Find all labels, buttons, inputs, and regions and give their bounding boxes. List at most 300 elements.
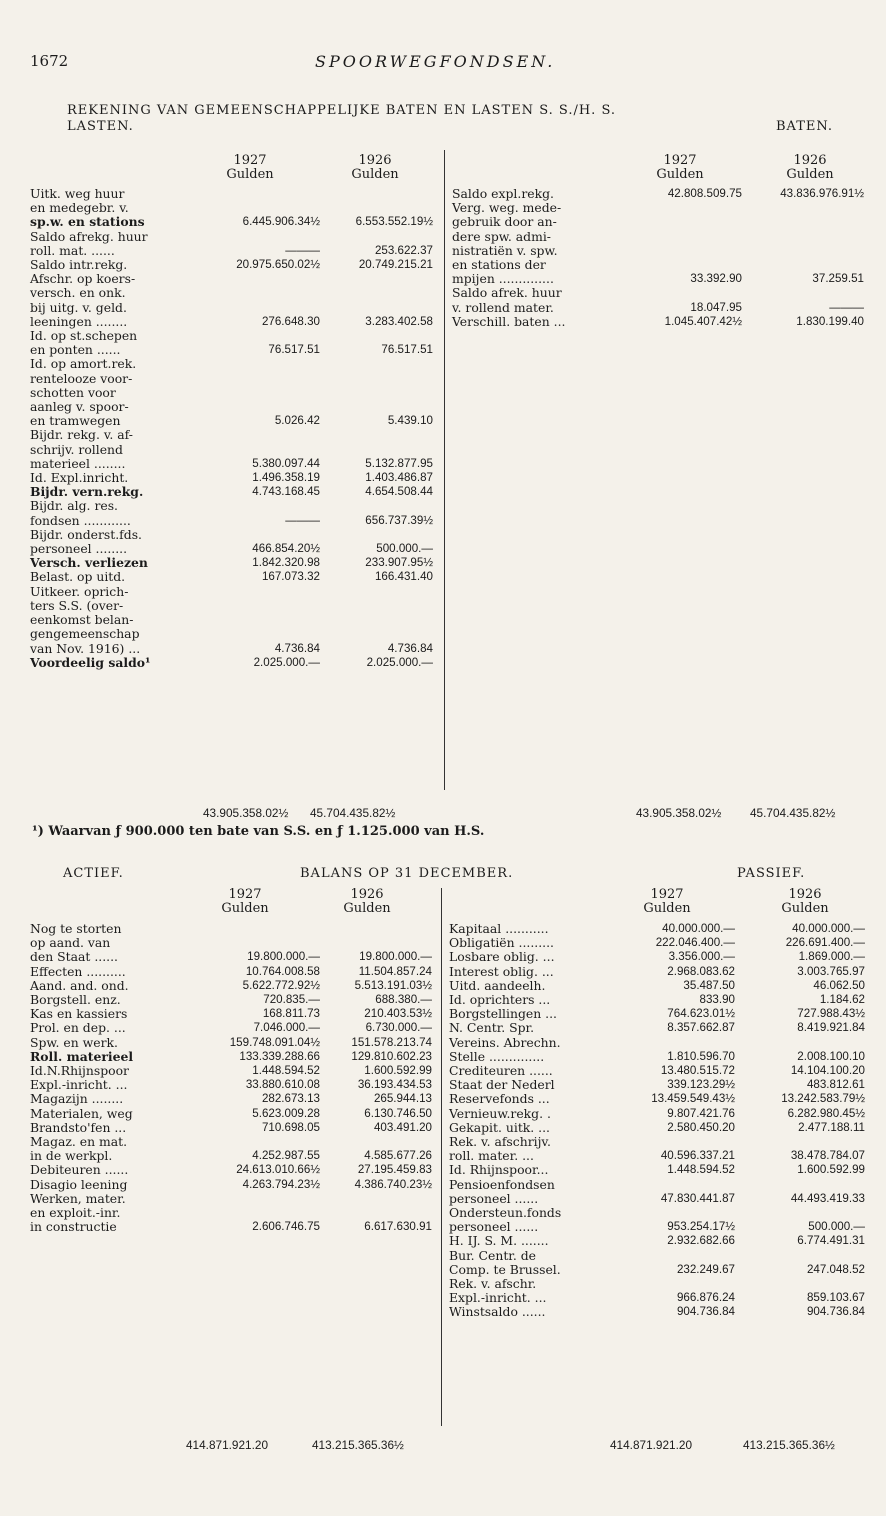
row-label: Bijdr. vern.rekg.	[30, 484, 144, 500]
table-row	[449, 1050, 865, 1064]
row-label: Verschill. baten ...	[452, 313, 566, 329]
row-label: Id. oprichters ...	[449, 992, 551, 1008]
value-1927	[180, 1206, 320, 1220]
passief-year-1927: 1927 Gulden	[643, 887, 691, 916]
value-1926	[742, 230, 864, 244]
value-1927	[205, 627, 320, 641]
table-row	[30, 258, 433, 272]
row-label: leeningen ........	[30, 313, 128, 329]
value-1927	[205, 357, 320, 371]
baten-total-1927: 43.905.358.02½	[636, 806, 722, 820]
value-1927: 764.623.01½	[667, 1007, 735, 1021]
value-1926: 36.193.434.53	[357, 1078, 432, 1092]
value-1926	[320, 922, 432, 936]
table-row	[449, 1121, 865, 1135]
value-1927	[205, 372, 320, 386]
table-row	[449, 1078, 865, 1092]
value-1927: 18.047.95	[690, 300, 742, 314]
value-1927	[180, 1135, 320, 1149]
table-row	[30, 613, 433, 627]
row-label: sp.w. en stations	[30, 214, 145, 230]
balans-divider	[441, 888, 442, 1426]
value-1926	[742, 215, 864, 229]
row-label: Bijdr. onderst.fds.	[30, 526, 142, 542]
row-label: ters S.S. (over-	[30, 597, 124, 613]
table-row	[30, 514, 433, 528]
value-1926: 1.184.62	[819, 993, 865, 1007]
value-1927	[627, 201, 742, 215]
value-1926: 19.800.000.—	[359, 950, 432, 964]
value-1927: 5.623.009.28	[252, 1106, 320, 1120]
value-1927: 276.648.30	[261, 314, 320, 328]
balans-title: BALANS OP 31 DECEMBER.	[300, 866, 514, 881]
value-1926: 4.386.740.23½	[354, 1177, 432, 1191]
value-1927: 159.748.091.04½	[229, 1035, 320, 1049]
value-1926	[735, 1135, 865, 1149]
baten-year-1927: 1927 Gulden	[656, 153, 704, 182]
value-1926: 688.380.—	[375, 993, 432, 1007]
value-1926	[320, 627, 433, 641]
row-label: van Nov. 1916) ...	[30, 640, 141, 656]
row-label: Id. op st.schepen	[30, 328, 138, 344]
passief-label: PASSIEF.	[737, 866, 806, 881]
value-1926: 3.003.765.97	[797, 964, 865, 978]
row-label: aanleg v. spoor-	[30, 399, 129, 415]
table-row	[449, 1092, 865, 1106]
value-1926: 11.504.857.24	[358, 964, 432, 978]
value-1927: 33.392.90	[690, 272, 742, 286]
row-label: Uitk. weg huur	[30, 186, 125, 201]
value-1926: 1.600.592.99	[364, 1064, 432, 1078]
row-label: Id.N.Rhijnspoor	[30, 1063, 129, 1079]
value-1927: 10.764.008.58	[245, 964, 320, 978]
value-1927	[627, 244, 742, 258]
table-row	[452, 187, 864, 201]
row-label: Magaz. en mat.	[30, 1134, 128, 1150]
value-1927: 133.339.288.66	[239, 1049, 320, 1063]
baten-label: BATEN.	[776, 119, 834, 134]
value-1926	[320, 187, 433, 201]
table-row	[30, 599, 433, 613]
value-1926: 2.025.000.—	[366, 655, 433, 669]
table-row	[30, 187, 433, 201]
value-1926	[735, 1178, 865, 1192]
value-1927: 2.932.682.66	[667, 1234, 735, 1248]
table-row	[449, 1149, 865, 1163]
row-label: Interest oblig. ...	[449, 963, 554, 979]
row-label: Reservefonds ...	[449, 1091, 550, 1107]
rekening-title: REKENING VAN GEMEENSCHAPPELIJKE BATEN EN LASTEN S. S./H. S.	[67, 103, 617, 118]
value-1926: 727.988.43½	[797, 1007, 865, 1021]
table-row	[30, 272, 433, 286]
value-1927	[205, 329, 320, 343]
value-1926	[320, 286, 433, 300]
value-1926: 27.195.459.83	[357, 1163, 432, 1177]
value-1927: 7.046.000.—	[253, 1021, 320, 1035]
value-1926	[320, 499, 433, 513]
actief-year-1926: 1926 Gulden	[343, 887, 391, 916]
value-1926	[320, 272, 433, 286]
table-row	[449, 1249, 865, 1263]
table-row	[30, 1163, 432, 1177]
value-1927: 4.252.987.55	[252, 1149, 320, 1163]
row-label: den Staat ......	[30, 949, 118, 965]
value-1926	[320, 329, 433, 343]
value-1927	[205, 499, 320, 513]
value-1927: 1.045.407.42½	[664, 314, 742, 328]
row-label: Id. Expl.inricht.	[30, 470, 129, 486]
page-title: SPOORWEGFONDSEN.	[315, 52, 556, 71]
table-row	[30, 414, 433, 428]
table-row	[30, 922, 432, 936]
value-1927: 1.842.320.98	[252, 556, 320, 570]
value-1926	[320, 528, 433, 542]
value-1927	[205, 230, 320, 244]
row-label: Disagio leening	[30, 1176, 128, 1192]
actief-table	[30, 922, 432, 1234]
row-label: Id. Rhijnspoor...	[449, 1162, 549, 1178]
table-row	[30, 244, 433, 258]
table-row	[30, 1007, 432, 1021]
value-1927: 20.975.650.02½	[236, 258, 320, 272]
table-row	[30, 542, 433, 556]
value-1926: 6.282.980.45½	[787, 1106, 865, 1120]
table-row	[449, 1291, 865, 1305]
value-1926	[320, 1135, 432, 1149]
lasten-total-1926: 45.704.435.82½	[310, 806, 396, 820]
value-1927: 282.673.13	[261, 1092, 320, 1106]
value-1926: 2.008.100.10	[797, 1049, 865, 1063]
table-row	[30, 1092, 432, 1106]
table-row	[449, 1305, 865, 1319]
row-label: Bur. Centr. de	[449, 1247, 536, 1263]
passief-table	[449, 922, 865, 1320]
value-1926: 5.132.877.95	[365, 456, 433, 470]
value-1927	[609, 1178, 735, 1192]
value-1926: 6.617.630.91	[364, 1220, 432, 1234]
table-row	[30, 950, 432, 964]
baten-table	[452, 187, 864, 329]
value-1927: 24.613.010.66½	[236, 1163, 320, 1177]
baten-total-1926: 45.704.435.82½	[750, 806, 836, 820]
value-1927: 966.876.24	[676, 1291, 735, 1305]
value-1926: 76.517.51	[381, 343, 433, 357]
row-label: schotten voor	[30, 384, 116, 400]
value-1926	[320, 1206, 432, 1220]
value-1926	[320, 613, 433, 627]
value-1927: 3.356.000.—	[668, 950, 735, 964]
value-1927	[205, 386, 320, 400]
row-label: Staat der Nederl	[449, 1077, 555, 1093]
value-1927: 13.459.549.43½	[651, 1092, 735, 1106]
value-1926: 253.622.37	[374, 243, 433, 257]
value-1927	[609, 1036, 735, 1050]
value-1926	[742, 258, 864, 272]
table-row	[30, 656, 433, 670]
row-label: versch. en onk.	[30, 285, 126, 301]
row-label: dere spw. admi-	[452, 228, 551, 244]
table-row	[449, 1263, 865, 1277]
value-1927	[205, 201, 320, 215]
row-label: personeel ........	[30, 541, 128, 557]
table-row	[449, 922, 865, 936]
row-label: mpijen ..............	[452, 271, 554, 287]
value-1927: 2.968.083.62	[667, 964, 735, 978]
lasten-year-1926: 1926 Gulden	[351, 153, 399, 182]
value-1927: 5.026.42	[274, 414, 320, 428]
row-label: Bijdr. alg. res.	[30, 498, 118, 514]
table-row	[449, 950, 865, 964]
row-label: Saldo expl.rekg.	[452, 186, 554, 201]
row-label: Gekapit. uitk. ...	[449, 1119, 551, 1135]
row-label: en ponten ......	[30, 342, 121, 358]
value-1927: 1.448.594.52	[667, 1163, 735, 1177]
value-1926: 37.259.51	[812, 272, 864, 286]
table-row	[30, 471, 433, 485]
value-1926: 151.578.213.74	[351, 1035, 432, 1049]
value-1927: 710.698.05	[261, 1120, 320, 1134]
value-1927: 4.736.84	[274, 641, 320, 655]
value-1927	[609, 1277, 735, 1291]
value-1926	[320, 372, 433, 386]
value-1927: 168.811.73	[262, 1007, 320, 1021]
value-1926: 226.691.400.—	[785, 936, 865, 950]
table-row	[30, 936, 432, 950]
row-label: v. rollend mater.	[452, 299, 554, 315]
row-label: Saldo afrek. huur	[452, 285, 562, 301]
value-1927	[205, 528, 320, 542]
value-1926: 403.491.20	[373, 1120, 432, 1134]
row-label: Bijdr. rekg. v. af-	[30, 427, 133, 443]
value-1927	[609, 1206, 735, 1220]
table-row	[449, 1036, 865, 1050]
table-row	[30, 215, 433, 229]
table-row	[30, 230, 433, 244]
table-row	[30, 286, 433, 300]
value-1927: 167.073.32	[261, 570, 320, 584]
value-1926: 4.585.677.26	[364, 1149, 432, 1163]
table-row	[449, 993, 865, 1007]
row-label: rentelooze voor-	[30, 370, 133, 386]
actief-year-1927: 1927 Gulden	[221, 887, 269, 916]
table-row	[449, 1192, 865, 1206]
value-1926: 904.736.84	[806, 1305, 865, 1319]
value-1926	[320, 1192, 432, 1206]
value-1926: ———	[829, 300, 864, 314]
value-1927: ———	[285, 243, 320, 257]
row-label: in de werkpl.	[30, 1148, 113, 1164]
value-1926	[742, 244, 864, 258]
table-row	[30, 428, 433, 442]
row-label: en medegebr. v.	[30, 200, 129, 216]
value-1927	[205, 400, 320, 414]
value-1926: 44.493.419.33	[790, 1191, 865, 1205]
value-1927	[180, 936, 320, 950]
lasten-table	[30, 187, 433, 670]
row-label: Spw. en werk.	[30, 1034, 118, 1050]
value-1927: 720.835.—	[263, 993, 320, 1007]
row-label: Obligatiën .........	[449, 935, 554, 951]
value-1927: 1.448.594.52	[252, 1064, 320, 1078]
value-1926: 2.477.188.11	[798, 1120, 865, 1134]
row-label: N. Centr. Spr.	[449, 1020, 535, 1036]
table-row	[30, 1220, 432, 1234]
table-row	[449, 1206, 865, 1220]
value-1927	[627, 286, 742, 300]
table-row	[30, 965, 432, 979]
table-row	[30, 499, 433, 513]
table-row	[30, 443, 433, 457]
row-label: schrijv. rollend	[30, 441, 123, 457]
table-row	[449, 979, 865, 993]
value-1927: 76.517.51	[268, 343, 320, 357]
value-1926: 8.419.921.84	[797, 1021, 865, 1035]
value-1927	[609, 1135, 735, 1149]
value-1927	[180, 922, 320, 936]
row-label: Aand. and. ond.	[30, 977, 129, 993]
baten-year-1926: 1926 Gulden	[786, 153, 834, 182]
value-1926: 1.600.592.99	[797, 1163, 865, 1177]
table-row	[30, 357, 433, 371]
row-label: en exploit.-inr.	[30, 1205, 121, 1221]
row-label: gengemeenschap	[30, 626, 140, 642]
table-row	[30, 400, 433, 414]
passief-total-1927: 414.871.921.20	[610, 1438, 693, 1452]
row-label: eenkomst belan-	[30, 612, 134, 628]
value-1927	[205, 272, 320, 286]
value-1926: 1.830.199.40	[796, 314, 864, 328]
row-label: Uitkeer. oprich-	[30, 583, 129, 599]
table-row	[452, 201, 864, 215]
row-label: Debiteuren ......	[30, 1162, 129, 1178]
row-label: Pensioenfondsen	[449, 1176, 555, 1192]
table-row	[30, 585, 433, 599]
value-1926	[735, 1036, 865, 1050]
table-row	[30, 528, 433, 542]
table-row	[30, 1064, 432, 1078]
row-label: materieel ........	[30, 455, 126, 471]
value-1926	[320, 301, 433, 315]
row-label: Expl.-inricht. ...	[30, 1077, 128, 1093]
value-1926: 46.062.50	[813, 978, 865, 992]
table-row	[30, 993, 432, 1007]
value-1927: 33.880.610.08	[245, 1078, 320, 1092]
table-row	[30, 1206, 432, 1220]
row-label: Prol. en dep. ...	[30, 1020, 126, 1036]
table-row	[449, 1107, 865, 1121]
value-1927: 42.808.509.75	[667, 187, 742, 200]
value-1927	[627, 215, 742, 229]
row-label: Winstsaldo ......	[449, 1304, 546, 1320]
value-1926	[320, 936, 432, 950]
value-1926: 6.553.552.19½	[355, 215, 433, 229]
table-row	[30, 329, 433, 343]
value-1926: 247.048.52	[806, 1262, 865, 1276]
table-row	[30, 979, 432, 993]
table-row	[452, 272, 864, 286]
lasten-year-1927: 1927 Gulden	[226, 153, 274, 182]
value-1927: 2.606.746.75	[252, 1220, 320, 1234]
value-1927	[205, 428, 320, 442]
value-1927: 466.854.20½	[252, 542, 320, 556]
row-label: Ondersteun.fonds	[449, 1205, 562, 1221]
row-label: personeel ......	[449, 1219, 539, 1235]
value-1926: 6.130.746.50	[364, 1106, 432, 1120]
value-1926: 1.403.486.87	[365, 471, 433, 485]
value-1927: 2.580.450.20	[667, 1120, 735, 1134]
table-row	[449, 1007, 865, 1021]
passief-year-1926: 1926 Gulden	[781, 887, 829, 916]
row-label: Borgstell. enz.	[30, 992, 121, 1008]
row-label: Magazijn ........	[30, 1091, 124, 1107]
row-label: bij uitg. v. geld.	[30, 299, 127, 315]
table-row	[30, 485, 433, 499]
row-label: fondsen ............	[30, 512, 131, 528]
lasten-label: LASTEN.	[67, 119, 134, 134]
row-label: Losbare oblig. ...	[449, 949, 555, 965]
value-1926	[735, 1206, 865, 1220]
value-1926	[735, 1249, 865, 1263]
table-row	[30, 1178, 432, 1192]
row-label: roll. mater. ...	[449, 1148, 534, 1164]
value-1927	[627, 230, 742, 244]
page-number: 1672	[30, 52, 69, 70]
value-1926	[735, 1277, 865, 1291]
value-1926: 20.749.215.21	[358, 258, 433, 272]
value-1926	[320, 357, 433, 371]
row-label: roll. mat. ......	[30, 242, 115, 258]
value-1926: 265.944.13	[373, 1092, 432, 1106]
value-1927: 1.810.596.70	[667, 1049, 735, 1063]
table-row	[30, 1078, 432, 1092]
value-1926: 5.439.10	[387, 414, 433, 428]
value-1926: 166.431.40	[374, 570, 433, 584]
row-label: Stelle ..............	[449, 1048, 545, 1064]
row-label: en stations der	[452, 257, 546, 273]
row-label: gebruik door an-	[452, 214, 557, 230]
row-label: Rek. v. afschrijv.	[449, 1134, 551, 1150]
value-1927	[609, 1249, 735, 1263]
row-label: Effecten ..........	[30, 963, 126, 979]
row-label: Rek. v. afschr.	[449, 1276, 537, 1292]
value-1926	[320, 400, 433, 414]
value-1927	[205, 301, 320, 315]
row-label: Comp. te Brussel.	[449, 1261, 561, 1277]
value-1927: 1.496.358.19	[252, 471, 320, 485]
table-row	[30, 372, 433, 386]
row-label: Nog te storten	[30, 921, 122, 936]
value-1926: 40.000.000.—	[792, 922, 865, 935]
value-1926	[320, 386, 433, 400]
value-1926: 859.103.67	[806, 1291, 865, 1305]
value-1927	[205, 613, 320, 627]
row-label: Uitd. aandeelh.	[449, 977, 546, 993]
value-1926: 483.812.61	[806, 1078, 865, 1092]
row-label: Roll. materieel	[30, 1048, 134, 1064]
actief-label: ACTIEF.	[63, 866, 124, 881]
row-label: Expl.-inricht. ...	[449, 1290, 547, 1306]
table-row	[452, 286, 864, 300]
lasten-total-1927: 43.905.358.02½	[203, 806, 289, 820]
rekening-divider	[444, 150, 445, 790]
value-1926: 43.836.976.91½	[780, 187, 864, 200]
value-1926	[320, 230, 433, 244]
table-row	[30, 1149, 432, 1163]
value-1927: 2.025.000.—	[253, 655, 320, 669]
value-1926: 4.736.84	[387, 641, 433, 655]
row-label: H. IJ. S. M. .......	[449, 1233, 549, 1249]
value-1926: 500.000.—	[808, 1220, 865, 1234]
